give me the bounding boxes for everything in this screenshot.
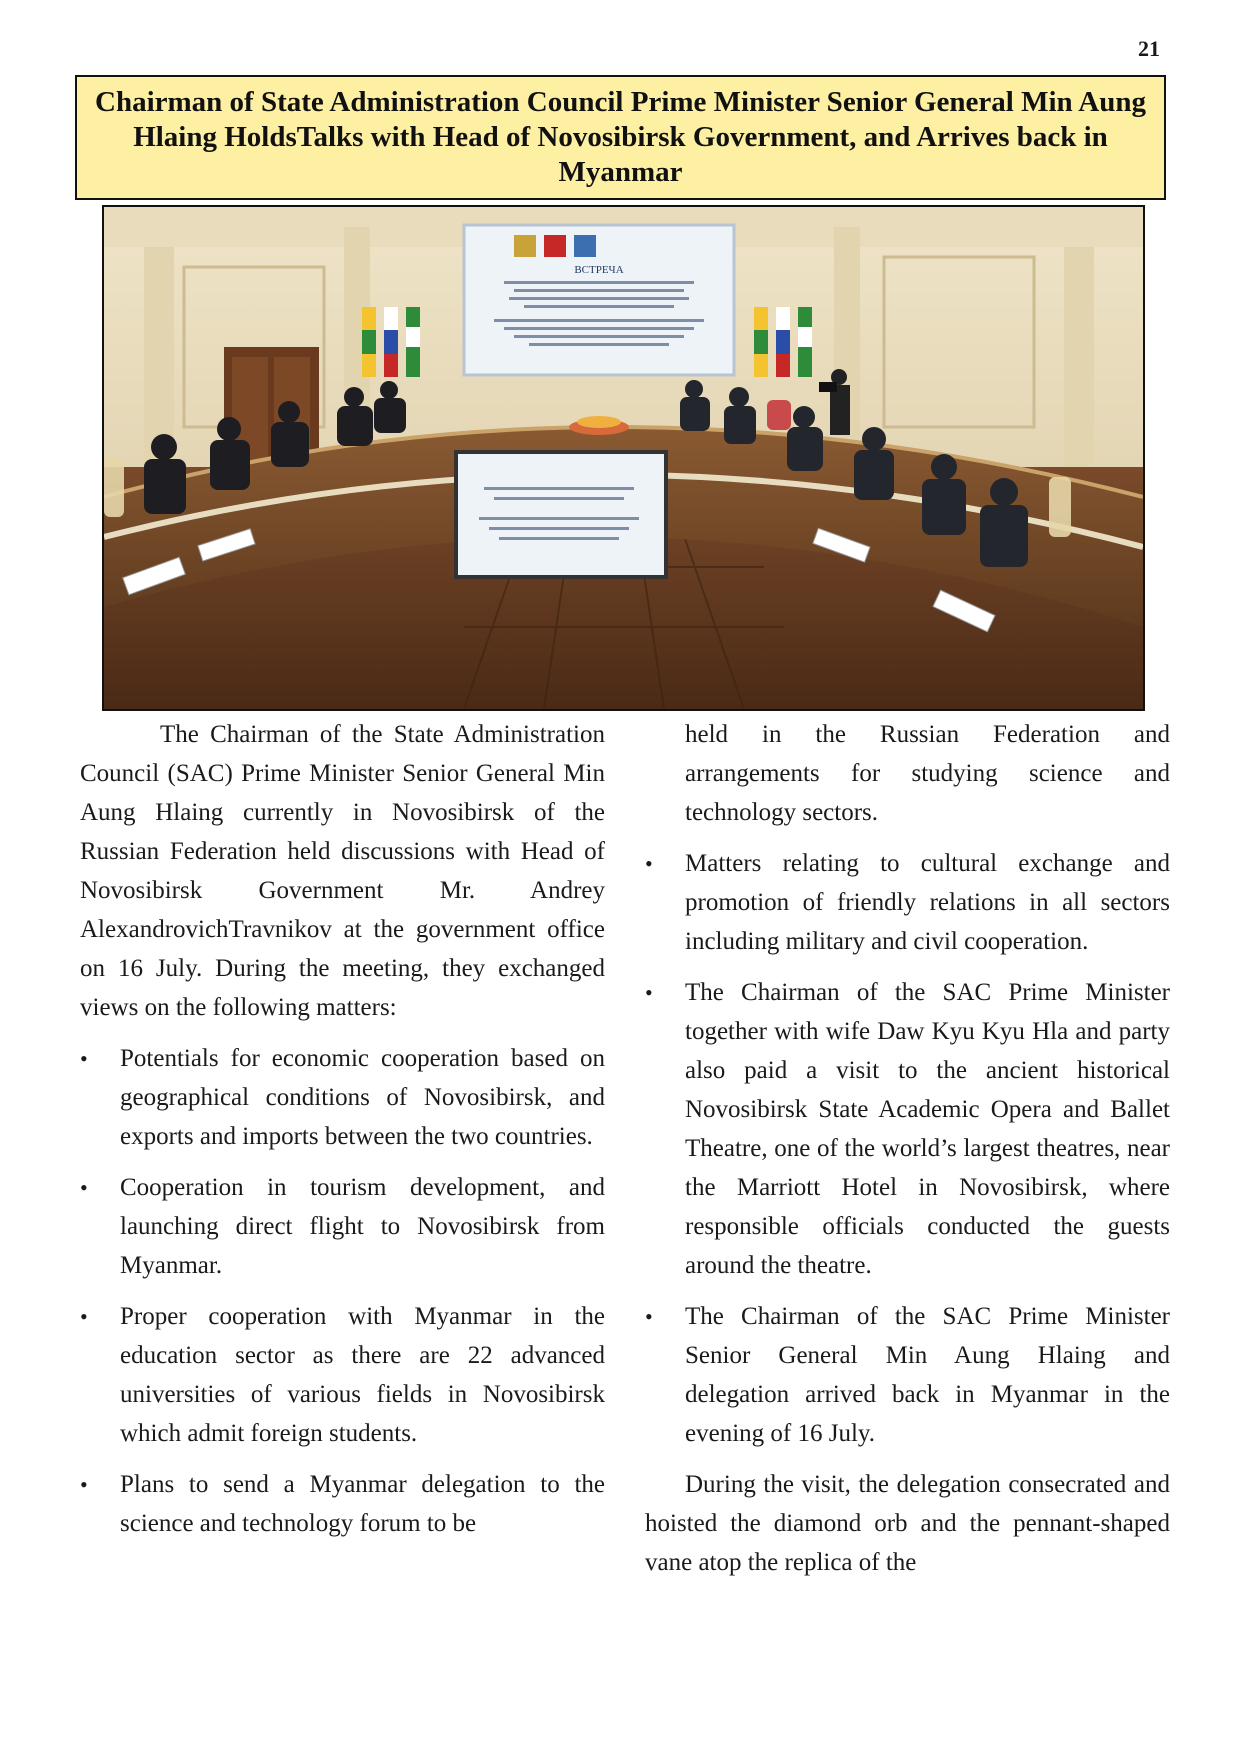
screen-heading: ВСТРЕЧА <box>574 264 624 276</box>
article-intro: The Chairman of the State Administration Council (SAC) Prime Minister Senior General Min Aung Hlaing currently in Novosibirsk of the Russian Federation held discussions with Head of Novosibirsk Government Mr. Andrey AlexandrovichTravnikov at the government office on 16 July. During the meeting, they exchanged views on the following matters: <box>80 721 605 1021</box>
bullet-icon: • <box>80 1304 88 1329</box>
bullet-icon: • <box>80 1046 88 1071</box>
list-item: • The Chairman of the SAC Prime Minister together with wife Daw Kyu Kyu Hla and party also paid a visit to the ancient historical Novosibirsk State Academic Opera and Ballet Theatre, one of the world’s largest theatres, near the Marriott Hotel in Novosibirsk, where responsible officials conducted the guests around the theatre. <box>645 973 1170 1285</box>
list-item: • Cooperation in tourism development, and launching direct flight to Novosibirsk from Myanmar. <box>80 1168 605 1285</box>
bullet-icon: • <box>645 980 653 1005</box>
article-title: Chairman of State Administration Council Prime Minister Senior General Min Aung Hlaing HoldsTalks with Head of Novosibirsk Government, and Arrives back in Myanmar <box>95 86 1146 188</box>
bullet-icon: • <box>645 851 653 876</box>
list-item: • Potentials for economic cooperation based on geographical conditions of Novosibirsk, and exports and imports between the two countries. <box>80 1039 605 1156</box>
title-box <box>75 75 1166 200</box>
article-column-left <box>80 715 605 1543</box>
article-column-right <box>645 715 1170 1582</box>
list-item: • The Chairman of the SAC Prime Minister Senior General Min Aung Hlaing and delegation arrived back in Myanmar in the evening of 16 July. <box>645 1297 1170 1453</box>
bullet-list-right <box>645 715 1170 1453</box>
bullet-icon: • <box>80 1472 88 1497</box>
meeting-photo-illustration <box>104 207 1143 709</box>
list-item-continuation: held in the Russian Federation and arrangements for studying science and technology sectors. <box>685 721 1170 826</box>
bullet-list-left <box>80 1039 605 1543</box>
article-closing: During the visit, the delegation consecrated and hoisted the diamond orb and the pennant-shaped vane atop the replica of the <box>645 1471 1170 1576</box>
bullet-icon: • <box>645 1304 653 1329</box>
list-item: • Proper cooperation with Myanmar in the education sector as there are 22 advanced universities of various fields in Novosibirsk which admit foreign students. <box>80 1297 605 1453</box>
list-item: • Matters relating to cultural exchange and promotion of friendly relations in all sectors including military and civil cooperation. <box>645 844 1170 961</box>
page-number: 21 <box>1138 36 1160 61</box>
bullet-icon: • <box>80 1175 88 1200</box>
list-item: • Plans to send a Myanmar delegation to the science and technology forum to be <box>80 1465 605 1543</box>
meeting-photo <box>102 205 1145 711</box>
